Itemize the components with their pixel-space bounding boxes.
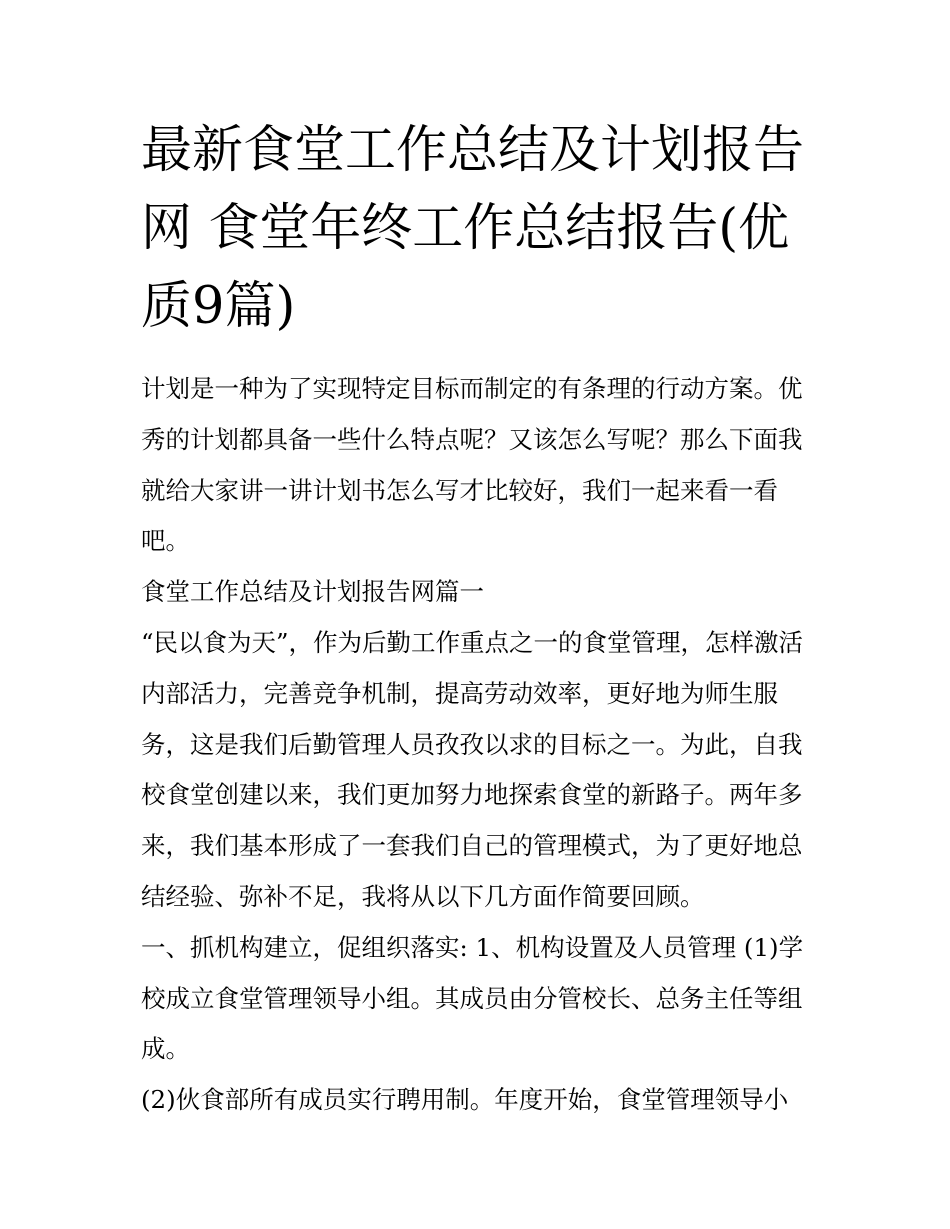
document-title: 最新食堂工作总结及计划报告网 食堂年终工作总结报告(优质9篇)	[141, 121, 805, 336]
document-content	[141, 112, 813, 1126]
intro-paragraph: 计划是一种为了实现特定目标而制定的有条理的行动方案。优秀的计划都具备一些什么特点呢？又该怎么写呢？那么下面我就给大家讲一讲计划书怎么写才比较好，我们一起来看一看吧。	[141, 374, 803, 556]
document-body	[141, 364, 813, 1126]
body-paragraph: “民以食为天”，作为后勤工作重点之一的食堂管理，怎样激活内部活力，完善竞争机制，提高劳动效率，更好地为师生服务，这是我们后勤管理人员孜孜以求的目标之一。为此，自我校食堂创建以来，我们更加努力地探索食堂的新路子。两年多来，我们基本形成了一套我们自己的管理模式，为了更好地总结经验、弥补不足，我将从以下几方面作简要回顾。	[141, 627, 804, 911]
body-paragraph: 一、抓机构建立，促组织落实: 1、机构设置及人员管理 (1)学校成立食堂管理领导小组。其成员由分管校长、总务主任等组成。	[141, 932, 804, 1064]
body-paragraph: (2)伙食部所有成员实行聘用制。年度开始，食堂管理领导小	[141, 1085, 789, 1115]
section-heading: 食堂工作总结及计划报告网篇一	[141, 577, 484, 607]
